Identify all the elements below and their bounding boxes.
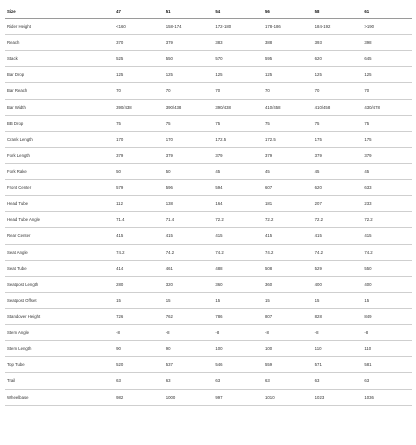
table-row: [5, 244, 412, 260]
row-value: 379: [313, 147, 363, 163]
row-label: Seat Tube: [5, 260, 114, 276]
row-label: Bar Reach: [5, 83, 114, 99]
row-value: -8: [263, 325, 313, 341]
row-label: Head Tube: [5, 196, 114, 212]
header-size-61: 61: [362, 4, 412, 19]
row-label: Stack: [5, 51, 114, 67]
row-value: 74.2: [313, 244, 363, 260]
row-value: 488: [213, 260, 263, 276]
row-value: 75: [213, 115, 263, 131]
table-row: [5, 35, 412, 51]
row-value: 164: [213, 196, 263, 212]
table-row: [5, 228, 412, 244]
row-value: 390/438: [114, 99, 164, 115]
row-value: 63: [263, 373, 313, 389]
row-value: -8: [164, 325, 214, 341]
row-value: 45: [263, 163, 313, 179]
row-value: 71.4: [114, 212, 164, 228]
row-label: Seat Angle: [5, 244, 114, 260]
row-value: 320: [164, 276, 214, 292]
geometry-table: [5, 4, 412, 406]
row-value: 388: [263, 35, 313, 51]
row-value: 1010: [263, 389, 313, 405]
row-value: 596: [164, 180, 214, 196]
row-value: 581: [362, 357, 412, 373]
row-value: 45: [362, 163, 412, 179]
header-size-56: 56: [263, 4, 313, 19]
row-value: >190: [362, 19, 412, 35]
row-value: 125: [164, 67, 214, 83]
row-label: Crank Length: [5, 131, 114, 147]
row-value: 74.2: [164, 244, 214, 260]
row-value: 175: [313, 131, 363, 147]
row-value: 138: [164, 196, 214, 212]
row-label: BB Drop: [5, 115, 114, 131]
row-value: 75: [114, 115, 164, 131]
row-value: 828: [313, 308, 363, 324]
row-value: 45: [313, 163, 363, 179]
row-value: 550: [164, 51, 214, 67]
row-value: 415: [313, 228, 363, 244]
row-label: Rear Center: [5, 228, 114, 244]
row-value: 360: [213, 276, 263, 292]
row-value: 75: [263, 115, 313, 131]
row-value: 360: [263, 276, 313, 292]
table-row: [5, 341, 412, 357]
row-value: 726: [114, 308, 164, 324]
row-value: 72.2: [362, 212, 412, 228]
row-value: 100: [213, 341, 263, 357]
row-value: 461: [164, 260, 214, 276]
row-value: 70: [164, 83, 214, 99]
row-value: 110: [313, 341, 363, 357]
table-row: [5, 83, 412, 99]
row-value: 379: [263, 147, 313, 163]
table-row: [5, 115, 412, 131]
row-value: 63: [114, 373, 164, 389]
table-row: [5, 131, 412, 147]
row-value: 110: [362, 341, 412, 357]
table-row: [5, 19, 412, 35]
row-value: -8: [362, 325, 412, 341]
row-label: Front Center: [5, 180, 114, 196]
row-value: 415: [114, 228, 164, 244]
header-row: [5, 4, 412, 19]
header-size-47: 47: [114, 4, 164, 19]
row-value: 807: [263, 308, 313, 324]
row-value: 415: [164, 228, 214, 244]
table-row: [5, 51, 412, 67]
row-value: 525: [114, 51, 164, 67]
row-label: Seatpost Length: [5, 276, 114, 292]
row-value: 207: [313, 196, 363, 212]
row-value: 172.5: [213, 131, 263, 147]
table-row: [5, 163, 412, 179]
row-value: 762: [164, 308, 214, 324]
row-value: 633: [362, 180, 412, 196]
row-value: 71.4: [164, 212, 214, 228]
row-value: 45: [213, 163, 263, 179]
table-row: [5, 292, 412, 308]
row-value: 184-192: [313, 19, 363, 35]
row-value: 398: [362, 35, 412, 51]
row-value: 74.2: [362, 244, 412, 260]
row-value: 158-174: [164, 19, 214, 35]
row-value: 379: [164, 147, 214, 163]
row-value: 90: [114, 341, 164, 357]
row-value: 170: [164, 131, 214, 147]
table-row: [5, 260, 412, 276]
row-value: 390/438: [213, 99, 263, 115]
row-value: -8: [213, 325, 263, 341]
geometry-table-body: [5, 19, 412, 406]
row-value: 74.2: [213, 244, 263, 260]
header-size-54: 54: [213, 4, 263, 19]
row-value: 559: [263, 357, 313, 373]
row-value: 579: [114, 180, 164, 196]
row-value: 546: [213, 357, 263, 373]
row-value: 390/438: [164, 99, 214, 115]
row-value: 70: [313, 83, 363, 99]
row-value: 383: [213, 35, 263, 51]
row-value: 125: [263, 67, 313, 83]
row-label: Seatpost Offset: [5, 292, 114, 308]
table-row: [5, 389, 412, 405]
table-row: [5, 325, 412, 341]
row-value: 537: [164, 357, 214, 373]
row-value: 849: [362, 308, 412, 324]
row-label: Wheelbase: [5, 389, 114, 405]
row-value: 529: [313, 260, 363, 276]
row-value: 70: [362, 83, 412, 99]
row-value: 400: [313, 276, 363, 292]
row-value: 370: [114, 35, 164, 51]
row-value: 74.2: [114, 244, 164, 260]
row-value: 125: [362, 67, 412, 83]
row-value: 508: [263, 260, 313, 276]
row-value: 982: [114, 389, 164, 405]
row-value: 415: [263, 228, 313, 244]
table-row: [5, 180, 412, 196]
row-value: 112: [114, 196, 164, 212]
table-row: [5, 196, 412, 212]
row-value: 170: [114, 131, 164, 147]
table-row: [5, 99, 412, 115]
row-label: Stem Angle: [5, 325, 114, 341]
header-size-51: 51: [164, 4, 214, 19]
header-size-58: 58: [313, 4, 363, 19]
row-value: 72.2: [263, 212, 313, 228]
row-value: 15: [213, 292, 263, 308]
row-value: 410/458: [263, 99, 313, 115]
row-value: 63: [164, 373, 214, 389]
row-label: Standover Height: [5, 308, 114, 324]
table-row: [5, 357, 412, 373]
row-value: 997: [213, 389, 263, 405]
row-value: 74.2: [263, 244, 313, 260]
row-value: 379: [362, 147, 412, 163]
row-label: Stem Length: [5, 341, 114, 357]
table-row: [5, 276, 412, 292]
table-row: [5, 67, 412, 83]
row-value: 786: [213, 308, 263, 324]
row-value: 595: [263, 51, 313, 67]
row-value: 400: [362, 276, 412, 292]
row-value: 550: [362, 260, 412, 276]
row-value: 75: [164, 115, 214, 131]
row-value: 50: [164, 163, 214, 179]
row-value: 72.2: [213, 212, 263, 228]
row-value: 70: [114, 83, 164, 99]
row-value: 63: [313, 373, 363, 389]
row-value: 607: [263, 180, 313, 196]
row-value: -8: [313, 325, 363, 341]
row-value: 1023: [313, 389, 363, 405]
row-value: 430/478: [362, 99, 412, 115]
row-value: 233: [362, 196, 412, 212]
row-value: 410/458: [313, 99, 363, 115]
row-value: 50: [114, 163, 164, 179]
row-label: Rider Height: [5, 19, 114, 35]
row-value: 75: [362, 115, 412, 131]
row-value: 594: [213, 180, 263, 196]
table-row: [5, 147, 412, 163]
row-value: 125: [114, 67, 164, 83]
row-label: Trail: [5, 373, 114, 389]
row-value: 178-186: [263, 19, 313, 35]
row-value: 620: [313, 51, 363, 67]
row-label: Top Tube: [5, 357, 114, 373]
row-value: 620: [313, 180, 363, 196]
row-value: 379: [114, 147, 164, 163]
row-value: 1036: [362, 389, 412, 405]
table-row: [5, 308, 412, 324]
row-value: 63: [362, 373, 412, 389]
row-value: 75: [313, 115, 363, 131]
row-value: <160: [114, 19, 164, 35]
row-label: Fork Length: [5, 147, 114, 163]
row-value: 70: [213, 83, 263, 99]
row-value: 415: [213, 228, 263, 244]
row-label: Fork Rake: [5, 163, 114, 179]
row-label: Bar Drop: [5, 67, 114, 83]
row-value: 379: [213, 147, 263, 163]
row-value: 175: [362, 131, 412, 147]
row-value: 570: [213, 51, 263, 67]
row-value: 415: [362, 228, 412, 244]
row-value: 172-180: [213, 19, 263, 35]
row-value: 100: [263, 341, 313, 357]
row-value: 15: [263, 292, 313, 308]
row-value: 63: [213, 373, 263, 389]
row-value: 15: [313, 292, 363, 308]
row-value: 520: [114, 357, 164, 373]
header-size: Size: [5, 4, 114, 19]
row-label: Head Tube Angle: [5, 212, 114, 228]
row-value: 72.2: [313, 212, 363, 228]
row-value: 414: [114, 260, 164, 276]
row-value: 1000: [164, 389, 214, 405]
geometry-table-header: [5, 4, 412, 19]
row-value: 379: [164, 35, 214, 51]
row-label: Bar Width: [5, 99, 114, 115]
row-value: 125: [213, 67, 263, 83]
row-value: 70: [263, 83, 313, 99]
row-value: 172.5: [263, 131, 313, 147]
row-value: 125: [313, 67, 363, 83]
row-value: -8: [114, 325, 164, 341]
row-value: 280: [114, 276, 164, 292]
row-value: 15: [114, 292, 164, 308]
row-value: 571: [313, 357, 363, 373]
row-value: 393: [313, 35, 363, 51]
table-row: [5, 212, 412, 228]
row-value: 90: [164, 341, 214, 357]
row-value: 15: [362, 292, 412, 308]
row-value: 181: [263, 196, 313, 212]
row-value: 15: [164, 292, 214, 308]
row-label: Reach: [5, 35, 114, 51]
row-value: 645: [362, 51, 412, 67]
table-row: [5, 373, 412, 389]
